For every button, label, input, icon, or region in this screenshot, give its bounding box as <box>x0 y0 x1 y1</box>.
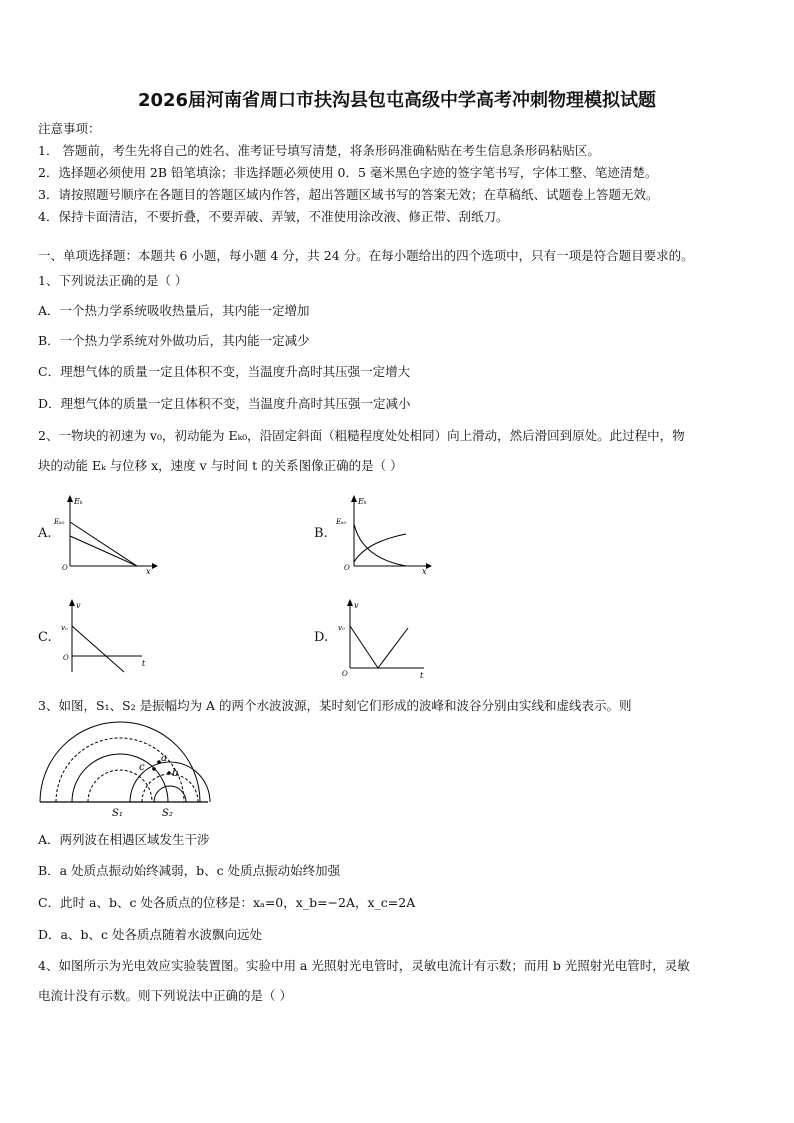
option-label-b: B. <box>314 526 328 541</box>
axis-label-ek0: Eₖ₀ <box>54 518 65 526</box>
graph-b <box>336 492 436 576</box>
graph-c <box>58 596 158 680</box>
section-heading: 一、单项选择题：本题共 6 小题，每小题 4 分，共 24 分。在每小题给出的四个选项中，只有一项是符合题目要求的。 <box>38 248 694 263</box>
question-1-option-d: D．理想气体的质量一定且体积不变，当温度升高时其压强一定减小 <box>38 396 411 411</box>
question-3-option-a: A．两列波在相遇区域发生干涉 <box>38 832 210 847</box>
axis-label-t: t <box>420 671 424 680</box>
source-label-s1: S₁ <box>112 808 123 819</box>
axis-label-v: v <box>354 601 359 610</box>
question-3-option-b: B．a 处质点振动始终减弱，b、c 处质点振动始终加强 <box>38 863 341 878</box>
question-4-stem-line1: 4、如图所示为光电效应实验装置图。实验中用 a 光照射光电管时，灵敏电流计有示数；而用 b 光照射光电管时，灵敏 <box>38 958 690 973</box>
notice-item: 4．保持卡面清洁，不要折叠，不要弄破、弄皱，不准使用涂改液、修正带、刮纸刀。 <box>38 209 509 224</box>
question-1-option-c: C．理想气体的质量一定且体积不变，当温度升高时其压强一定增大 <box>38 364 411 379</box>
axis-label-v0: v₀ <box>338 624 345 632</box>
question-1-option-b: B．一个热力学系统对外做功后，其内能一定减少 <box>38 333 310 348</box>
question-3-option-d: D．a、b、c 处各质点随着水波飘向远处 <box>38 927 262 942</box>
page-title: 2026届河南省周口市扶沟县包屯高级中学高考冲刺物理模拟试题 <box>137 90 657 111</box>
origin-label: O <box>344 564 350 572</box>
question-3-stem: 3、如图，S₁、S₂ 是振幅均为 A 的两个水波波源，某时刻它们形成的波峰和波谷分别由实线和虚线表示。则 <box>38 698 632 713</box>
wave-interference-figure <box>36 724 212 820</box>
axis-label-ek0: Eₖ₀ <box>336 518 347 526</box>
point-label-a: a <box>161 753 167 764</box>
axis-label-x: x <box>146 567 151 576</box>
notice-item: 1． 答题前，考生先将自己的姓名、准考证号填写清楚，将条形码准确粘贴在考生信息条形码粘贴区。 <box>38 143 600 158</box>
option-label-c: C. <box>38 630 52 645</box>
origin-label: O <box>62 564 68 572</box>
option-label-a: A. <box>38 526 52 541</box>
option-label-d: D. <box>314 630 329 645</box>
axis-label-ek: Eₖ <box>358 497 367 506</box>
question-2-stem-line1: 2、一物块的初速为 v₀，初动能为 Eₖ₀，沿固定斜面（粗糙程度处处相同）向上滑动，然后滑回到原处。此过程中，物 <box>38 428 685 443</box>
axis-label-v0: v₀ <box>61 624 68 632</box>
axis-label-v: v <box>76 601 81 610</box>
notice-item: 3．请按照题号顺序在各题目的答题区域内作答，超出答题区域书写的答案无效；在草稿纸、试题卷上答题无效。 <box>38 187 659 202</box>
question-1-option-a: A．一个热力学系统吸收热量后，其内能一定增加 <box>38 303 310 318</box>
question-2-stem-line2: 块的动能 Eₖ 与位移 x，速度 v 与时间 t 的关系图像正确的是（ ） <box>38 458 403 473</box>
origin-label: O <box>63 654 69 662</box>
axis-label-x: x <box>422 567 427 576</box>
notice-item: 2．选择题必须使用 2B 铅笔填涂；非选择题必须使用 0．5 毫米黑色字迹的签字笔书写，字体工整、笔迹清楚。 <box>38 165 658 180</box>
point-label-c: c <box>139 762 145 773</box>
point-label-b: b <box>172 768 179 779</box>
graph-d <box>334 596 434 680</box>
axis-label-ek: Eₖ <box>74 497 83 506</box>
question-4-stem-line2: 电流计没有示数。则下列说法中正确的是（ ） <box>38 988 292 1003</box>
graph-a <box>54 492 160 576</box>
question-3-option-c: C．此时 a、b、c 处各质点的位移是：xₐ=0，x_b=−2A，x_c=2A <box>38 895 416 910</box>
origin-label: O <box>342 670 348 678</box>
source-label-s2: S₂ <box>162 808 173 819</box>
question-1-stem: 1、下列说法正确的是（ ） <box>38 273 188 288</box>
notice-heading: 注意事项： <box>38 121 101 136</box>
axis-label-t: t <box>142 659 146 668</box>
